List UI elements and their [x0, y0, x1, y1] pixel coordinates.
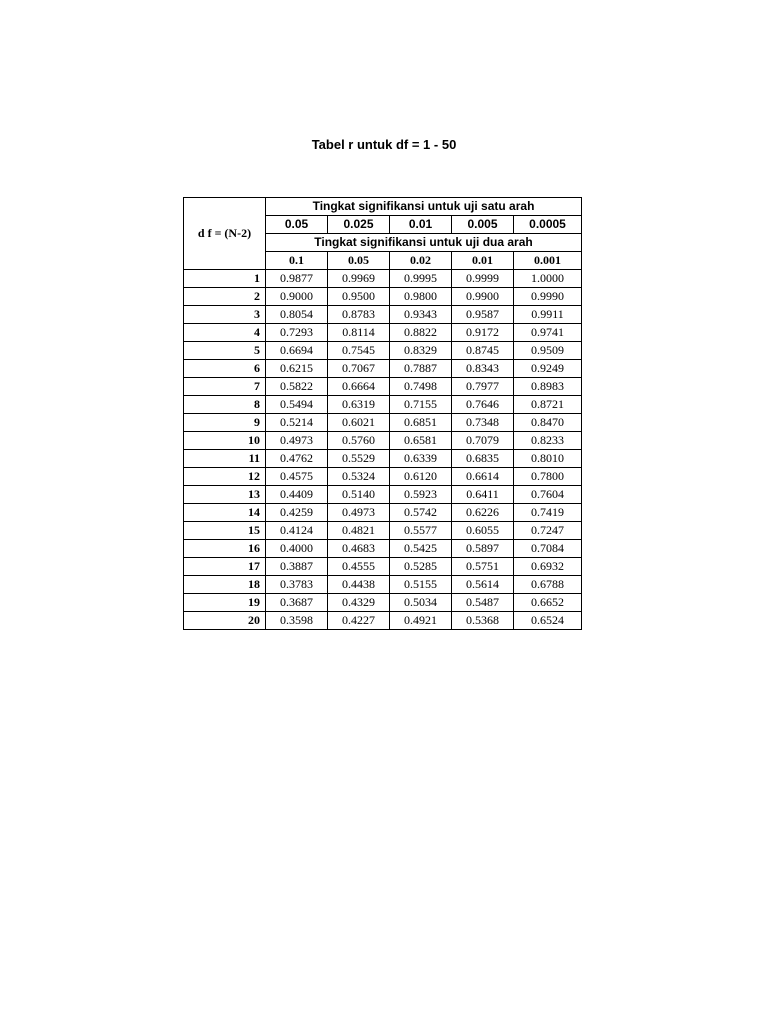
- r-critical-value: 0.9999: [452, 270, 514, 288]
- r-critical-value: 0.3887: [266, 558, 328, 576]
- r-critical-value: 0.9343: [390, 306, 452, 324]
- one-tail-level: 0.01: [390, 216, 452, 234]
- r-critical-value: 0.6411: [452, 486, 514, 504]
- header-row-one-tail-title: [184, 198, 582, 216]
- r-critical-value: 0.8010: [514, 450, 582, 468]
- r-critical-value: 0.7348: [452, 414, 514, 432]
- r-critical-value: 0.6215: [266, 360, 328, 378]
- table-row: [184, 504, 582, 522]
- r-critical-value: 0.9995: [390, 270, 452, 288]
- table-row: [184, 414, 582, 432]
- r-critical-value: 0.3598: [266, 612, 328, 630]
- df-value: 19: [184, 594, 266, 612]
- r-critical-value: 0.5368: [452, 612, 514, 630]
- table-row: [184, 324, 582, 342]
- r-critical-value: 0.8054: [266, 306, 328, 324]
- r-critical-value: 0.7887: [390, 360, 452, 378]
- two-tail-level: 0.01: [452, 252, 514, 270]
- df-value: 13: [184, 486, 266, 504]
- r-critical-value: 0.5155: [390, 576, 452, 594]
- r-critical-value: 0.7646: [452, 396, 514, 414]
- r-critical-value: 0.4555: [328, 558, 390, 576]
- table-row: [184, 522, 582, 540]
- r-critical-value: 0.5214: [266, 414, 328, 432]
- r-critical-value: 0.6788: [514, 576, 582, 594]
- r-critical-value: 0.7604: [514, 486, 582, 504]
- df-value: 12: [184, 468, 266, 486]
- table-row: [184, 468, 582, 486]
- table-row: [184, 306, 582, 324]
- df-value: 14: [184, 504, 266, 522]
- r-critical-value: 0.4973: [328, 504, 390, 522]
- r-critical-value: 0.7155: [390, 396, 452, 414]
- r-table: [183, 197, 582, 630]
- r-critical-value: 0.4821: [328, 522, 390, 540]
- r-critical-value: 1.0000: [514, 270, 582, 288]
- two-tail-level: 0.02: [390, 252, 452, 270]
- r-critical-value: 0.9800: [390, 288, 452, 306]
- r-critical-value: 0.6226: [452, 504, 514, 522]
- two-tail-level: 0.05: [328, 252, 390, 270]
- table-row: [184, 288, 582, 306]
- table-row: [184, 378, 582, 396]
- r-critical-value: 0.9877: [266, 270, 328, 288]
- r-critical-value: 0.4438: [328, 576, 390, 594]
- r-critical-value: 0.6524: [514, 612, 582, 630]
- r-critical-value: 0.7079: [452, 432, 514, 450]
- r-critical-value: 0.5529: [328, 450, 390, 468]
- r-critical-value: 0.8114: [328, 324, 390, 342]
- table-row: [184, 486, 582, 504]
- r-critical-value: 0.3783: [266, 576, 328, 594]
- r-critical-value: 0.4575: [266, 468, 328, 486]
- table-row: [184, 396, 582, 414]
- df-value: 18: [184, 576, 266, 594]
- r-critical-value: 0.8329: [390, 342, 452, 360]
- r-critical-value: 0.9172: [452, 324, 514, 342]
- df-column-header: d f = (N-2): [184, 198, 266, 270]
- r-critical-value: 0.6021: [328, 414, 390, 432]
- df-value: 11: [184, 450, 266, 468]
- table-row: [184, 540, 582, 558]
- r-critical-value: 0.7800: [514, 468, 582, 486]
- df-value: 6: [184, 360, 266, 378]
- df-value: 15: [184, 522, 266, 540]
- r-critical-value: 0.5487: [452, 594, 514, 612]
- r-critical-value: 0.5614: [452, 576, 514, 594]
- df-value: 17: [184, 558, 266, 576]
- df-value: 9: [184, 414, 266, 432]
- r-critical-value: 0.6614: [452, 468, 514, 486]
- table-row: [184, 450, 582, 468]
- r-critical-value: 0.5751: [452, 558, 514, 576]
- r-critical-value: 0.5324: [328, 468, 390, 486]
- r-critical-value: 0.8745: [452, 342, 514, 360]
- table-row: [184, 342, 582, 360]
- r-critical-value: 0.4000: [266, 540, 328, 558]
- r-critical-value: 0.5285: [390, 558, 452, 576]
- r-critical-value: 0.9249: [514, 360, 582, 378]
- r-critical-value: 0.7084: [514, 540, 582, 558]
- r-critical-value: 0.4683: [328, 540, 390, 558]
- r-critical-value: 0.4329: [328, 594, 390, 612]
- r-critical-value: 0.8721: [514, 396, 582, 414]
- r-critical-value: 0.9911: [514, 306, 582, 324]
- r-critical-value: 0.6581: [390, 432, 452, 450]
- table-row: [184, 576, 582, 594]
- r-critical-value: 0.5494: [266, 396, 328, 414]
- two-tail-level: 0.1: [266, 252, 328, 270]
- df-value: 7: [184, 378, 266, 396]
- r-critical-value: 0.6835: [452, 450, 514, 468]
- r-critical-value: 0.9587: [452, 306, 514, 324]
- r-critical-value: 0.6339: [390, 450, 452, 468]
- r-critical-value: 0.8233: [514, 432, 582, 450]
- r-critical-value: 0.3687: [266, 594, 328, 612]
- df-value: 10: [184, 432, 266, 450]
- r-critical-value: 0.4921: [390, 612, 452, 630]
- r-critical-value: 0.7419: [514, 504, 582, 522]
- r-critical-value: 0.4762: [266, 450, 328, 468]
- r-critical-value: 0.6932: [514, 558, 582, 576]
- r-critical-value: 0.7977: [452, 378, 514, 396]
- r-critical-value: 0.5897: [452, 540, 514, 558]
- table-row: [184, 270, 582, 288]
- r-critical-value: 0.6120: [390, 468, 452, 486]
- r-critical-value: 0.6652: [514, 594, 582, 612]
- r-critical-value: 0.7498: [390, 378, 452, 396]
- r-critical-value: 0.7293: [266, 324, 328, 342]
- r-critical-value: 0.5140: [328, 486, 390, 504]
- df-value: 2: [184, 288, 266, 306]
- r-critical-value: 0.9741: [514, 324, 582, 342]
- one-tail-level: 0.005: [452, 216, 514, 234]
- r-critical-value: 0.5577: [390, 522, 452, 540]
- table-row: [184, 558, 582, 576]
- r-critical-value: 0.5034: [390, 594, 452, 612]
- r-critical-value: 0.9000: [266, 288, 328, 306]
- table-row: [184, 612, 582, 630]
- r-critical-value: 0.4973: [266, 432, 328, 450]
- df-value: 5: [184, 342, 266, 360]
- r-critical-value: 0.8343: [452, 360, 514, 378]
- r-critical-value: 0.7545: [328, 342, 390, 360]
- page-title: Tabel r untuk df = 1 - 50: [311, 137, 457, 152]
- r-critical-value: 0.9990: [514, 288, 582, 306]
- r-critical-value: 0.5425: [390, 540, 452, 558]
- table-row: [184, 432, 582, 450]
- r-critical-value: 0.5923: [390, 486, 452, 504]
- r-critical-value: 0.5760: [328, 432, 390, 450]
- r-critical-value: 0.4259: [266, 504, 328, 522]
- r-critical-value: 0.7067: [328, 360, 390, 378]
- r-critical-value: 0.9509: [514, 342, 582, 360]
- r-critical-value: 0.8822: [390, 324, 452, 342]
- r-critical-value: 0.6694: [266, 342, 328, 360]
- r-critical-value: 0.6055: [452, 522, 514, 540]
- one-tail-level: 0.025: [328, 216, 390, 234]
- df-value: 1: [184, 270, 266, 288]
- r-critical-value: 0.4124: [266, 522, 328, 540]
- table-row: [184, 360, 582, 378]
- r-critical-value: 0.8783: [328, 306, 390, 324]
- r-critical-value: 0.8470: [514, 414, 582, 432]
- r-critical-value: 0.5742: [390, 504, 452, 522]
- r-critical-value: 0.9500: [328, 288, 390, 306]
- df-value: 16: [184, 540, 266, 558]
- df-value: 20: [184, 612, 266, 630]
- df-value: 3: [184, 306, 266, 324]
- one-tail-level: 0.0005: [514, 216, 582, 234]
- r-critical-value: 0.4227: [328, 612, 390, 630]
- r-critical-value: 0.4409: [266, 486, 328, 504]
- r-critical-value: 0.8983: [514, 378, 582, 396]
- one-tail-header: Tingkat signifikansi untuk uji satu arah: [266, 198, 582, 216]
- one-tail-level: 0.05: [266, 216, 328, 234]
- r-critical-value: 0.6664: [328, 378, 390, 396]
- r-critical-value: 0.9969: [328, 270, 390, 288]
- r-critical-value: 0.6319: [328, 396, 390, 414]
- r-critical-value: 0.7247: [514, 522, 582, 540]
- df-value: 4: [184, 324, 266, 342]
- r-critical-value: 0.9900: [452, 288, 514, 306]
- two-tail-header: Tingkat signifikansi untuk uji dua arah: [266, 234, 582, 252]
- two-tail-level: 0.001: [514, 252, 582, 270]
- table-row: [184, 594, 582, 612]
- r-critical-value: 0.5822: [266, 378, 328, 396]
- r-critical-value: 0.6851: [390, 414, 452, 432]
- df-value: 8: [184, 396, 266, 414]
